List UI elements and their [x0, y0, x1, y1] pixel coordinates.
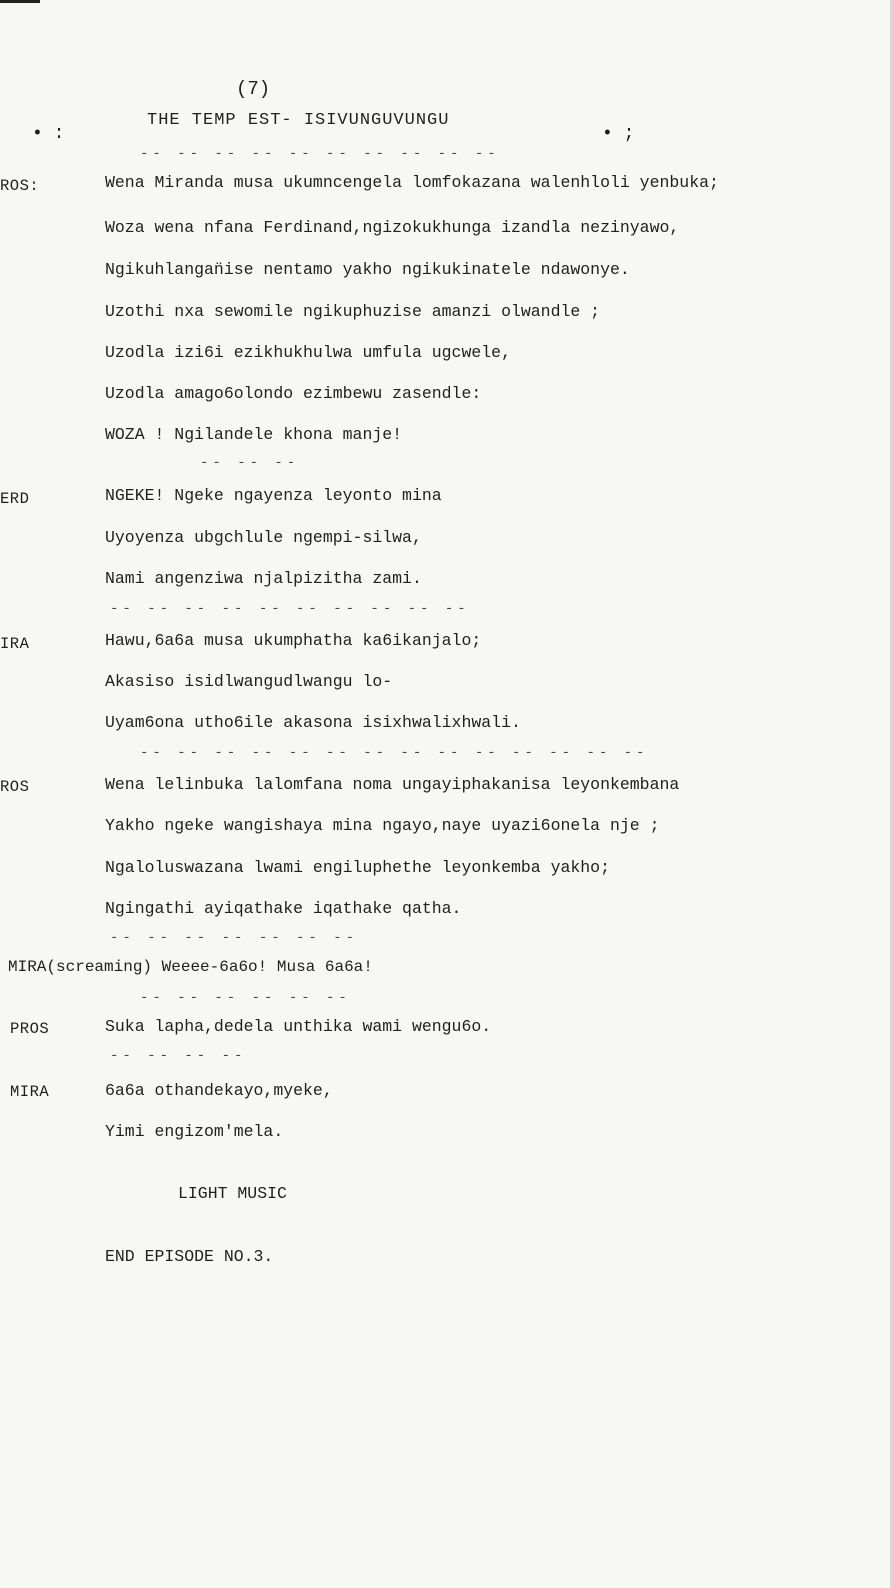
dialogue-line: 6a6a othandekayo,myeke,	[105, 1081, 333, 1100]
dialogue-line: Uzothi nxa sewomile ngikuphuzise amanzi olwandle ;	[105, 302, 601, 321]
speaker-name: MIRA	[10, 1083, 50, 1101]
separator-dashes: -- -- -- --	[110, 1048, 247, 1064]
speaker-name: MIRA(screaming)	[8, 958, 153, 976]
dialogue-line: Nami angenziwa njalpizitha zami.	[105, 569, 422, 588]
dialogue-line: Akasiso isidlwangudlwangu lo-	[105, 672, 393, 691]
dialogue-line: Wena Mirandа musa ukumncengela lomfokazana walenhloli yenbuka;	[105, 173, 719, 192]
dialogue-line: Uzodla izi6i ezikhukhulwa umfula ugcwele,	[105, 343, 511, 362]
end-note: END EPISODE NO.3.	[105, 1247, 274, 1266]
screaming-line	[8, 958, 373, 976]
speaker-name: IRA	[0, 635, 30, 653]
separator-dashes: -- -- -- -- -- -- --	[110, 930, 359, 946]
speaker-name: PROS	[10, 1020, 50, 1038]
separator-dashes: -- -- -- -- -- -- -- -- -- -- -- -- -- --	[140, 745, 649, 761]
dialogue-line: Woza wena nfana Ferdinand,ngizokukhunga izandla nezinyawo,	[105, 218, 680, 237]
dialogue-line: Uyam6ona utho6ile akasona isixhwalixhwali.	[105, 713, 521, 732]
margin-mark-right: • ;	[602, 124, 635, 144]
dialogue-line: Ngaloluswazana lwami engiluphethe leyonkemba yakho;	[105, 858, 610, 877]
separator-dashes: -- -- -- -- -- --	[140, 990, 351, 1006]
dialogue-line: Uzodla amago6olondo ezimbewu zasendle:	[105, 384, 482, 403]
dialogue-line: Hawu,6a6a musa ukumphatha ka6ikanjalo;	[105, 631, 482, 650]
speaker-name: ERD	[0, 490, 30, 508]
separator-dashes: -- -- -- -- -- -- -- -- -- --	[140, 146, 500, 162]
page-title: THE TEMP EST- ISIVUNGUVUNGU	[147, 111, 450, 130]
dialogue-line: Yimi engizom'mela.	[105, 1122, 284, 1141]
dialogue-line: WOZA ! Ngilandele khona manje!	[105, 425, 403, 444]
dialogue-line: Uyoyenza ubgchlule ngempi-silwa,	[105, 528, 422, 547]
separator-dashes: -- -- --	[200, 455, 300, 471]
page-number: (7)	[236, 78, 271, 100]
speaker-name: ROS:	[0, 177, 40, 195]
dialogue-line: Ngingathi ayiqathake iqathake qatha.	[105, 899, 462, 918]
dialogue-line: Wena lelinbuka lalomfana noma ungayiphakanisa leyonkembana	[105, 775, 680, 794]
separator-dashes: -- -- -- -- -- -- -- -- -- --	[110, 601, 470, 617]
speaker-name: ROS	[0, 778, 30, 796]
dialogue-line: Suka lapha,dedela unthika wami wengu6o.	[105, 1017, 492, 1036]
stage-direction: LIGHT MUSIC	[178, 1184, 287, 1203]
dialogue-line: Yakho ngeke wangishaya mina ngayo,naye uyazi6onela nje ;	[105, 816, 660, 835]
dialogue-line: NGEKE! Ngeke ngayenza leyonto mina	[105, 486, 442, 505]
page-edge-mark	[0, 0, 40, 3]
dialogue-line: Ngikuhlangan̈ise nentamo yakho ngikukinatele ndawonye.	[105, 260, 630, 279]
dialogue-line: Weeee-6a6o! Musa 6a6a!	[161, 958, 373, 976]
margin-mark: • :	[32, 124, 65, 144]
